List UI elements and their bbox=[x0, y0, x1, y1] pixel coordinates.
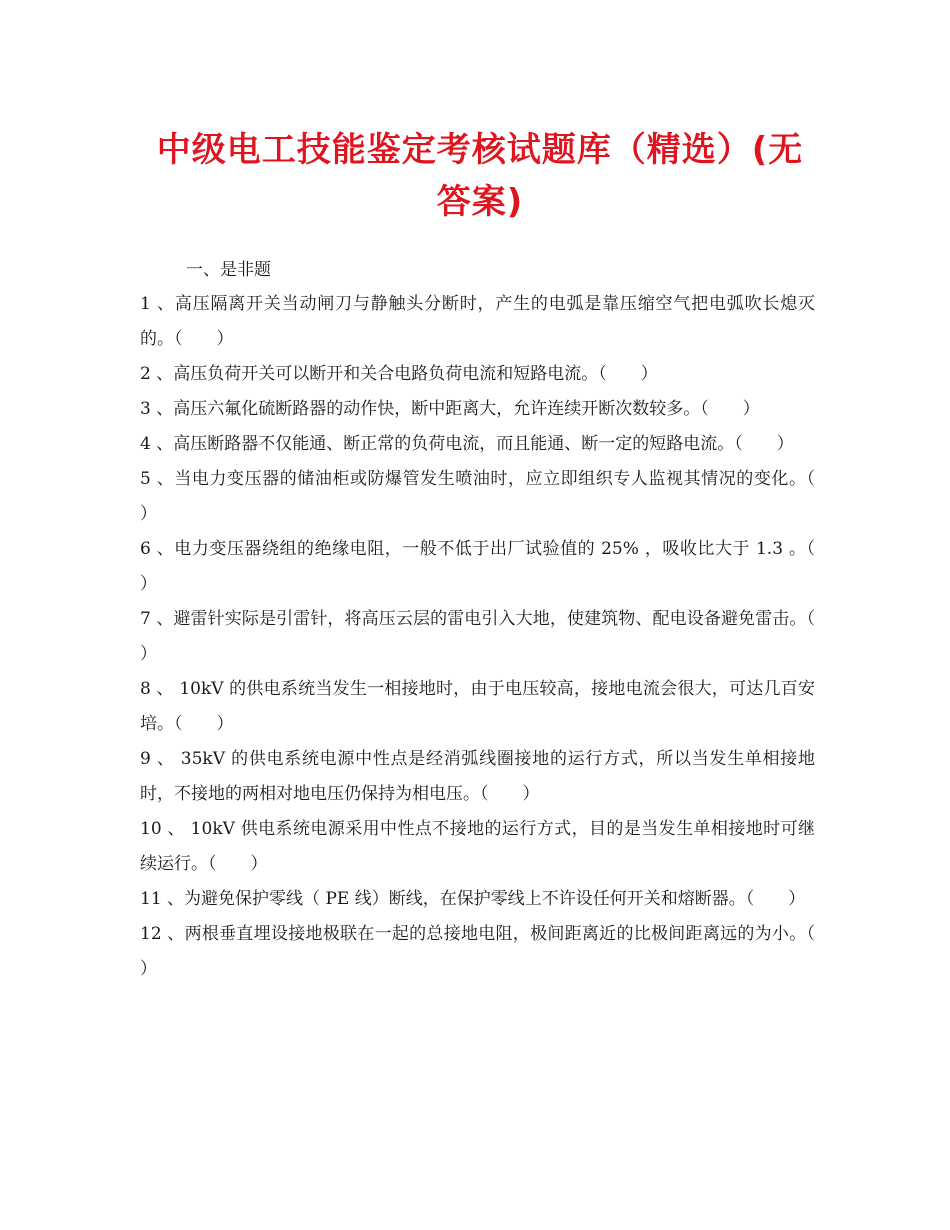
question-item: 6 、电力变压器绕组的绝缘电阻，一般不低于出厂试验值的 25% ，吸收比大于 1.3 。（ ） bbox=[140, 539, 849, 594]
question-item: 1 、高压隔离开关当动闸刀与静触头分断时，产生的电弧是靠压缩空气把电弧吹长熄灭的。（ ） bbox=[140, 294, 815, 349]
question-item: 3 、高压六氟化硫断路器的动作快，断中距离大，允许连续开断次数较多。（ ） bbox=[140, 399, 760, 419]
question-item: 12 、两根垂直埋设接地极联在一起的总接地电阻，极间距离近的比极间距离远的为小。（ ） bbox=[140, 924, 849, 979]
question-list bbox=[140, 287, 849, 987]
section-heading: 一、是非题 bbox=[186, 260, 271, 280]
question-item: 11 、为避免保护零线（ PE 线）断线，在保护零线上不许设任何开关和熔断器。（ ） bbox=[140, 889, 806, 909]
question-item: 8 、 10kV 的供电系统当发生一相接地时，由于电压较高，接地电流会很大，可达几百安培。（ ） bbox=[140, 679, 815, 734]
document-title: 中级电工技能鉴定考核试题库（精选）(无答案) bbox=[156, 130, 804, 222]
question-item: 9 、 35kV 的供电系统电源中性点是经消弧线圈接地的运行方式，所以当发生单相接地时，不接地的两相对地电压仍保持为相电压。（ ） bbox=[140, 749, 815, 804]
question-item: 4 、高压断路器不仅能通、断正常的负荷电流，而且能通、断一定的短路电流。（ ） bbox=[140, 434, 794, 454]
question-item: 7 、避雷针实际是引雷针，将高压云层的雷电引入大地，使建筑物、配电设备避免雷击。（ ） bbox=[140, 609, 849, 664]
question-item: 2 、高压负荷开关可以断开和关合电路负荷电流和短路电流。（ ） bbox=[140, 364, 658, 384]
question-item: 10 、 10kV 供电系统电源采用中性点不接地的运行方式，目的是当发生单相接地时可继续运行。（ ） bbox=[140, 819, 815, 874]
question-item: 5 、当电力变压器的储油柜或防爆管发生喷油时，应立即组织专人监视其情况的变化。（ ） bbox=[140, 469, 849, 524]
